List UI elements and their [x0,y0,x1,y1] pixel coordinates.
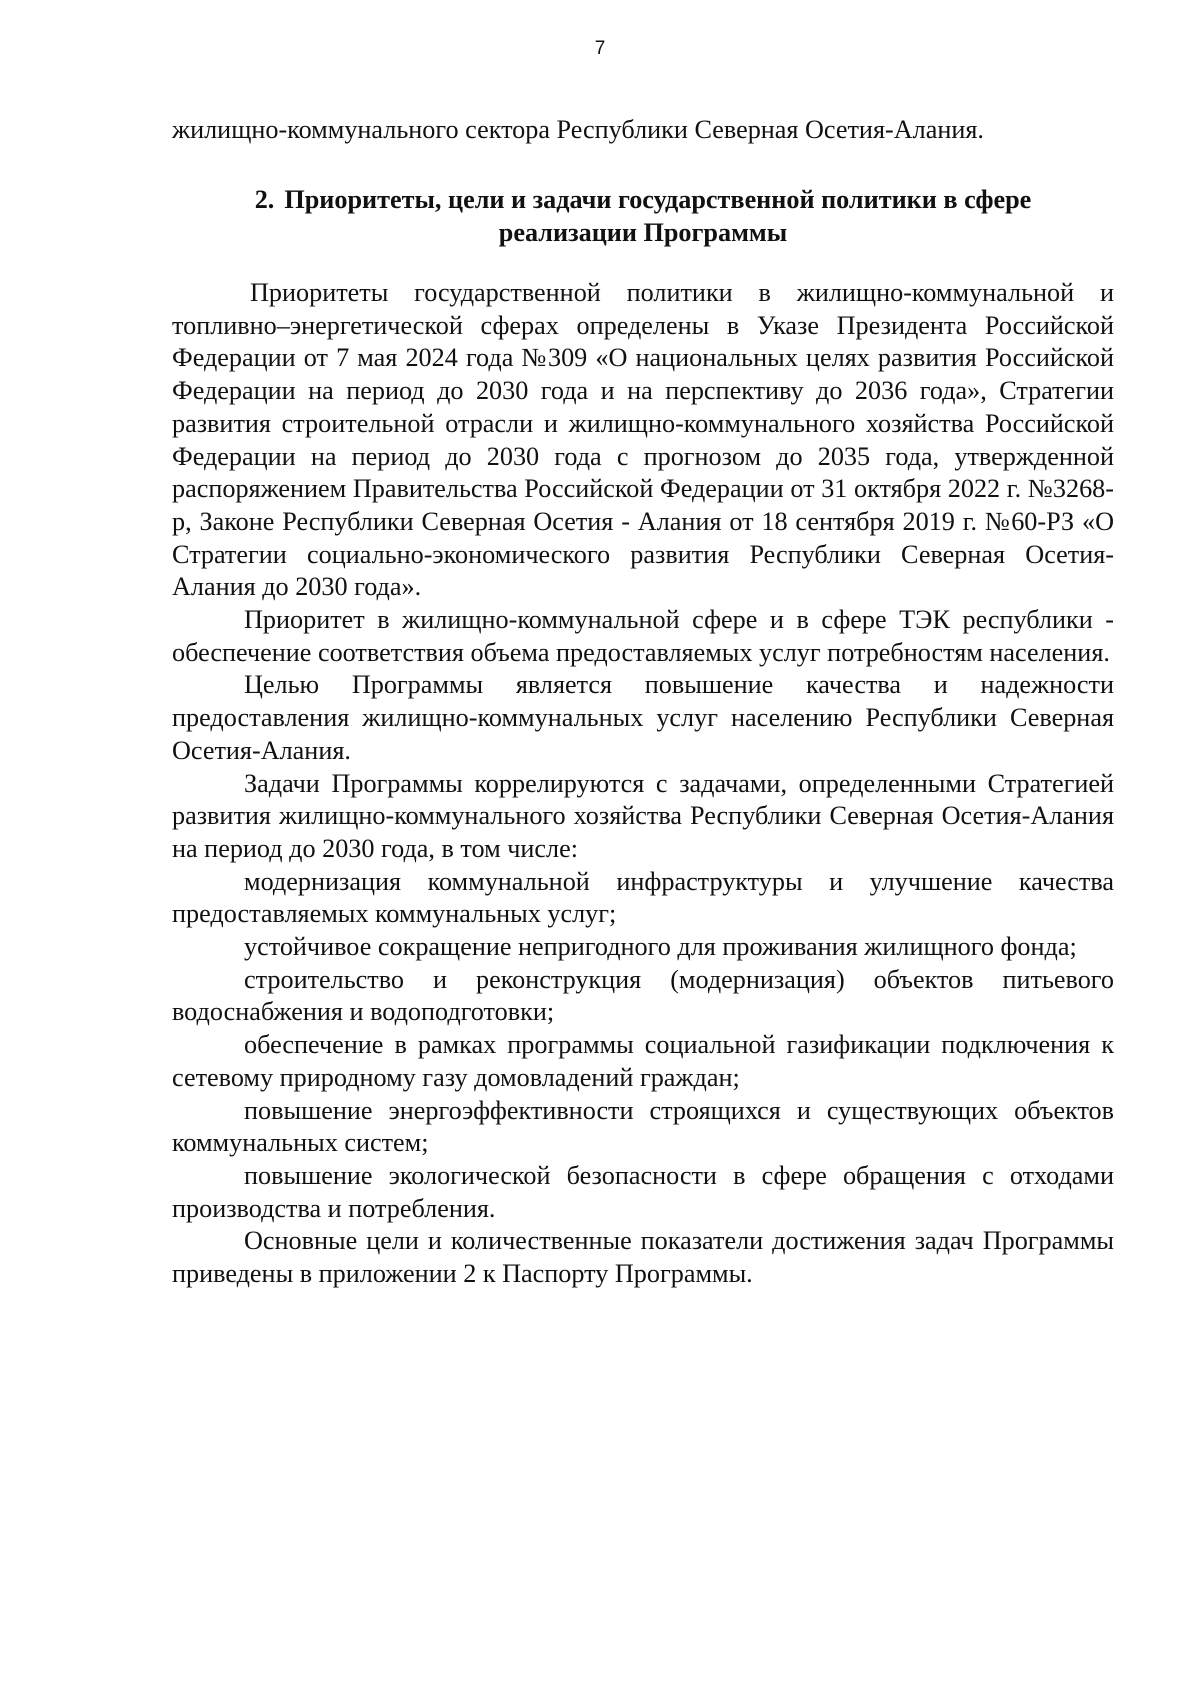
list-item-ecology: повышение экологической безопасности в сфере обращения с отходами производства и потребления. [172,1160,1114,1223]
section-heading [172,183,1114,249]
list-item-modernization: модернизация коммунальной инфраструктуры и улучшение качества предоставляемых коммунальных услуг; [172,866,1114,929]
paragraph-priority-tek: Приоритет в жилищно-коммунальной сфере и в сфере ТЭК республики - обеспечение соответствия объема предоставляемых услуг потребностям населения. [172,605,1114,667]
page-number: 7 [594,38,606,59]
section-body [172,277,1114,1291]
section-title-line-2: реализации Программы [498,218,788,247]
section-heading-line-1 [172,183,1114,216]
paragraph-indicators: Основные цели и количественные показатели достижения задач Программы приведены в приложении 2 к Паспорту Программы. [172,1226,1114,1289]
list-item-housing-reduction: устойчивое сокращение непригодного для проживания жилищного фонда; [244,932,1077,962]
section-title-line-1: Приоритеты, цели и задачи государственной политики в сфере [284,185,1032,214]
paragraph-priorities: Приоритеты государственной политики в жилищно-коммунальной и топливно–энергетической сферах определены в Указе Президента Российской Федерации от 7 мая 2024 года №309 «О национальных целях развития Российской Федерации на период до 2030 года и на перспективу до 2036 года», Стратегии развития строительной отрасли и жилищно-коммунального хозяйства Российской Федерации на период до 2030 года с прогнозом до 2035 года, утвержденной распоряжением Правительства Российской Федерации от 31 октября 2022 г. №3268-р, Законе Республики Северная Осетия - Алания от 18 сентября 2019 г. №60-РЗ «О Стратегии социально-экономического развития Республики Северная Осетия-Алания до 2030 года». [172,278,1114,602]
carry-over-paragraph: жилищно-коммунального сектора Республики Северная Осетия-Алания. [172,115,984,144]
section-number: 2. [254,185,275,214]
list-item-energy-efficiency: повышение энергоэффективности строящихся и существующих объектов коммунальных систем; [172,1095,1114,1158]
paragraph-program-goal: Целью Программы является повышение качества и надежности предоставления жилищно-коммунальных услуг населению Республики Северная Осетия-Алания. [172,670,1114,765]
list-item-water-supply: строительство и реконструкция (модернизация) объектов питьевого водоснабжения и водоподготовки; [172,964,1114,1027]
list-item-gasification: обеспечение в рамках программы социальной газификации подключения к сетевому природному газу домовладений граждан; [172,1030,1114,1092]
paragraph-program-tasks: Задачи Программы коррелируются с задачами, определенными Стратегией развития жилищно-коммунального хозяйства Республики Северная Осетия-Алания на период до 2030 года, в том числе: [172,768,1114,863]
